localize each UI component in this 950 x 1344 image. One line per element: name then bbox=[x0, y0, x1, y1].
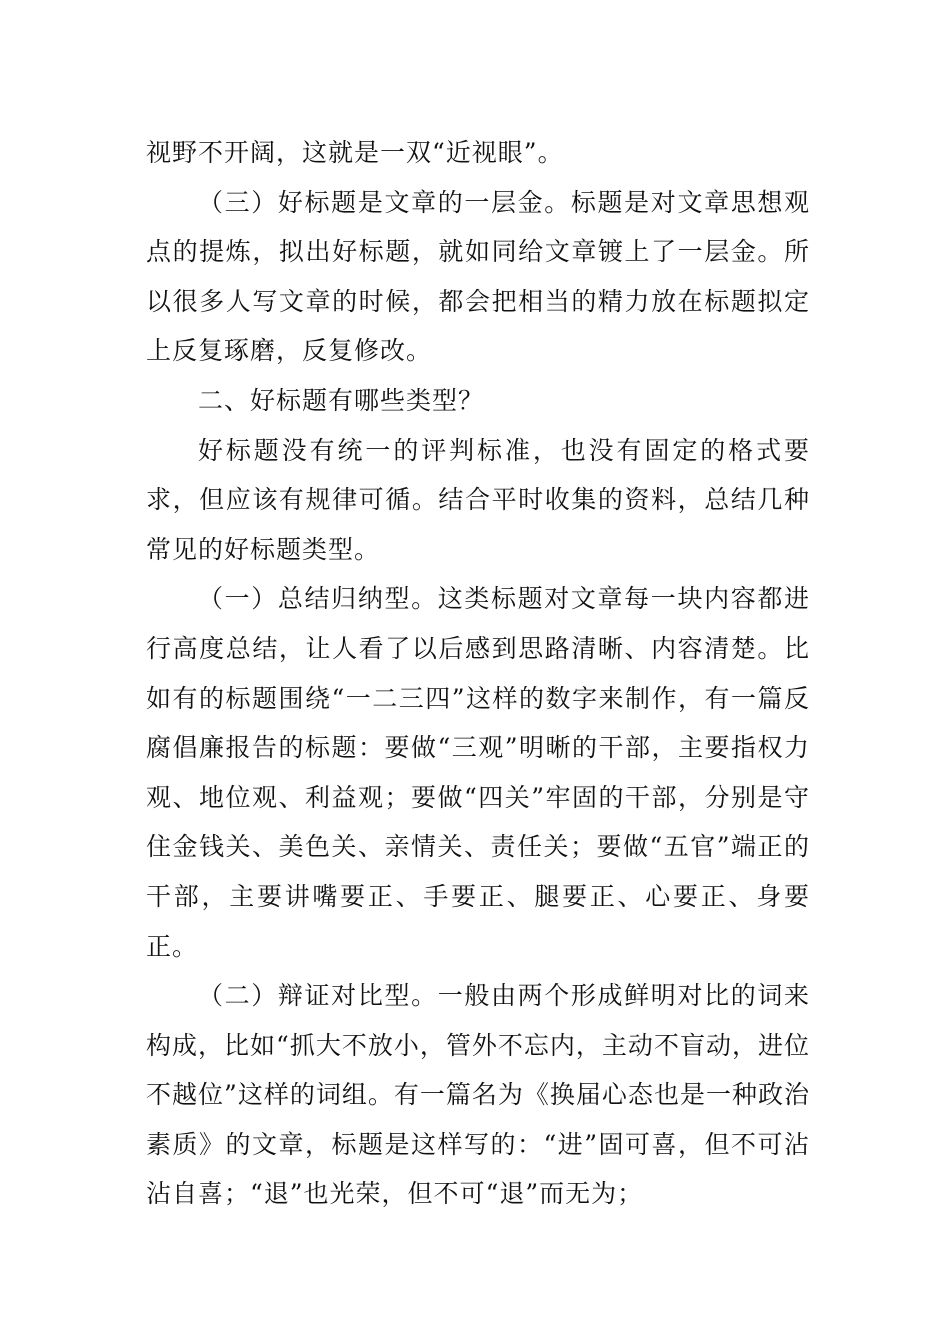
paragraph-contrast-type: （二）辩证对比型。一般由两个形成鲜明对比的词来构成，比如“抓大不放小，管外不忘内，主动不盲动，进位不越位”这样的词组。有一篇名为《换届心态也是一种政治素质》的文章，标题是这样写的：“进”固可喜，但不可沾沾自喜；“退”也光荣，但不可“退”而无为； bbox=[146, 981, 810, 1209]
paragraph-good-title-gold: （三）好标题是文章的一层金。标题是对文章思想观点的提炼，拟出好标题，就如同给文章镀上了一层金。所以很多人写文章的时候，都会把相当的精力放在标题拟定上反复琢磨，反复修改。 bbox=[146, 187, 810, 366]
section-heading-title-types: 二、好标题有哪些类型？ bbox=[198, 385, 485, 415]
paragraph-summary-type: （一）总结归纳型。这类标题对文章每一块内容都进行高度总结，让人看了以后感到思路清晰、内容清楚。比如有的标题围绕“一二三四”这样的数字来制作，有一篇反腐倡廉报告的标题：要做“三观”明晰的干部，主要指权力观、地位观、利益观；要做“四关”牢固的干部，分别是守住金钱关、美色关、亲情关、责任关；要做“五官”端正的干部，主要讲嘴要正、手要正、腿要正、心要正、身要正。 bbox=[146, 584, 810, 961]
paragraph-continuation: 视野不开阔，这就是一双“近视眼”。 bbox=[146, 138, 564, 167]
paragraph-title-types-intro: 好标题没有统一的评判标准，也没有固定的格式要求，但应该有规律可循。结合平时收集的资料，总结几种常见的好标题类型。 bbox=[146, 435, 810, 564]
document-body bbox=[146, 128, 810, 1219]
